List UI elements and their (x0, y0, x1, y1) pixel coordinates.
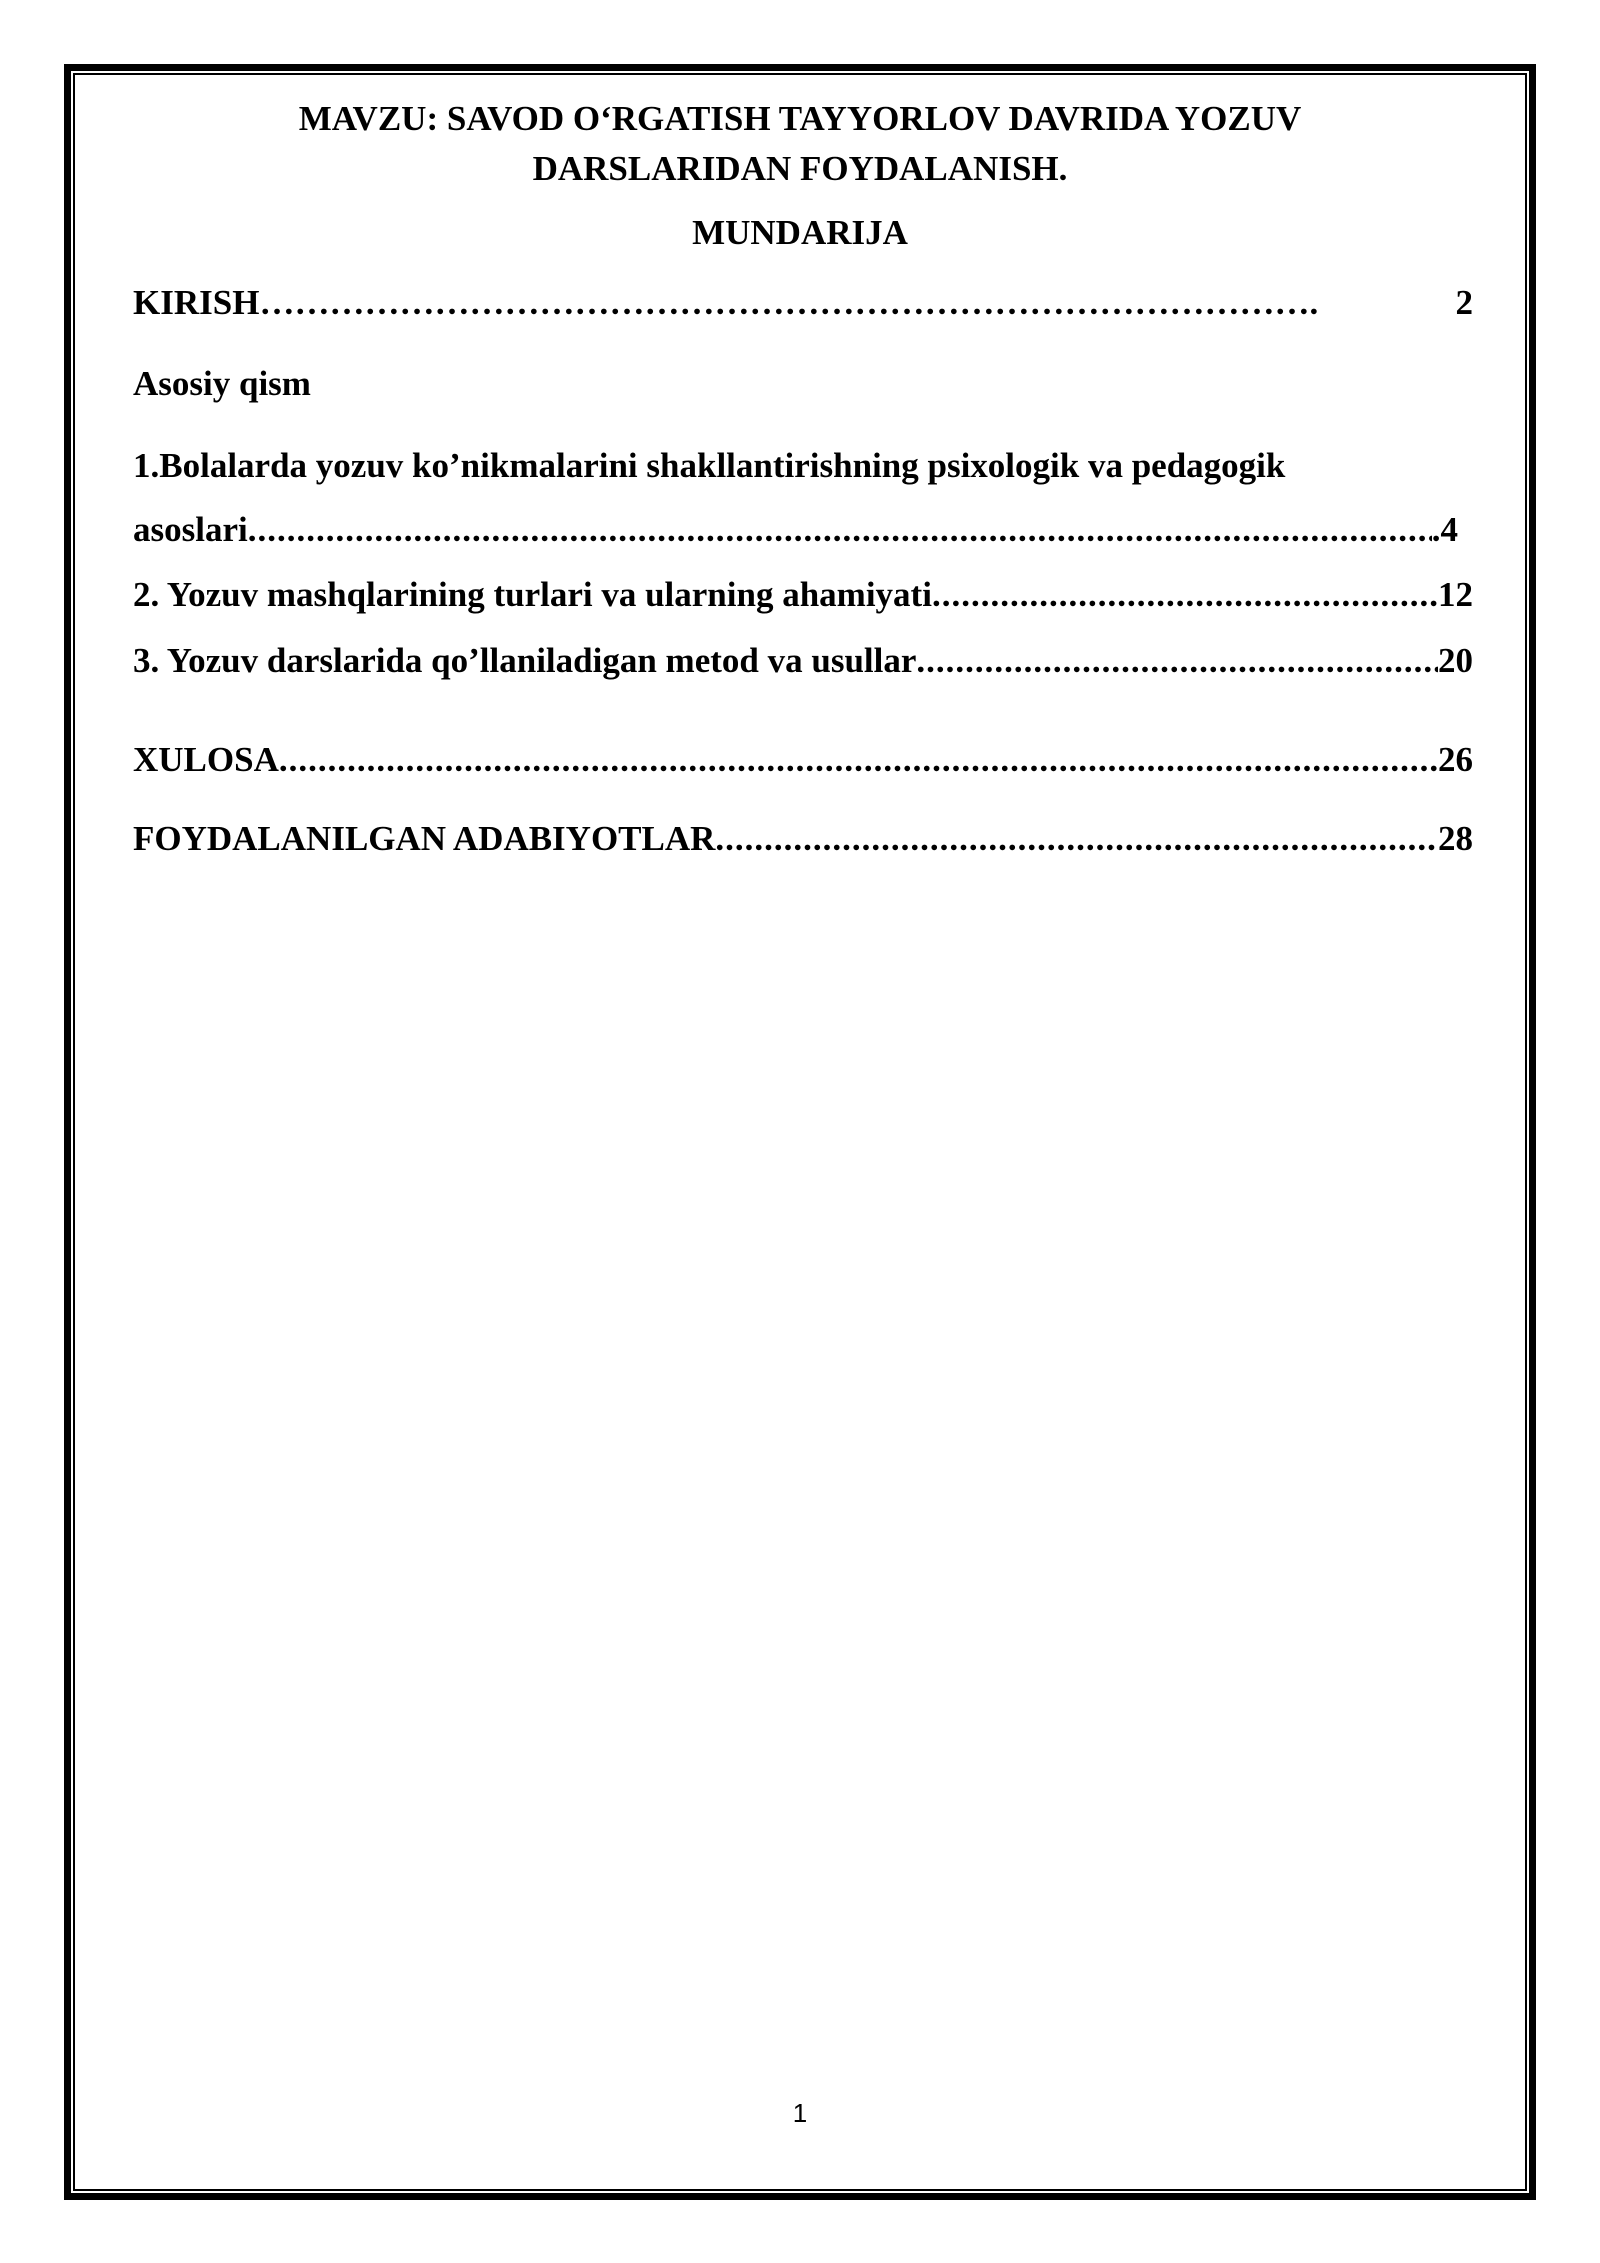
page-number: 1 (792, 2098, 808, 2128)
toc-page-item3: 20 (1438, 641, 1473, 680)
toc-leader-kirish: ………………………………………………………………………………. (259, 283, 1319, 322)
toc-entry-item1[interactable] (133, 505, 1458, 555)
toc-label-kirish: KIRISH (133, 283, 260, 322)
toc-page-xulosa: 26 (1438, 740, 1473, 779)
toc-page-adabiyotlar: 28 (1438, 819, 1473, 858)
toc-entry-adabiyotlar[interactable] (133, 814, 1473, 864)
toc-page-kirish: 2 (1455, 283, 1473, 322)
toc-label-item2: 2. Yozuv mashqlarining turlari va ularning ahamiyati (133, 575, 932, 614)
toc-heading: MUNDARIJA (692, 213, 908, 252)
toc-item1-line2: asoslari (133, 510, 248, 549)
toc-item1-line1[interactable]: 1.Bolalarda yozuv ko’nikmalarini shakllantirishning psixologik va pedagogik (133, 446, 1286, 485)
document-title (133, 94, 1467, 194)
toc-leader-item3 (916, 636, 1438, 686)
toc-leader-adabiyotlar (715, 814, 1438, 864)
title-line-1: MAVZU: SAVOD O‘RGATISH TAYYORLOV DAVRIDA YOZUV (298, 99, 1302, 138)
toc-label-adabiyotlar: FOYDALANILGAN ADABIYOTLAR (133, 819, 716, 858)
toc-leader-xulosa (279, 735, 1438, 785)
toc-leader-item2 (932, 570, 1438, 620)
toc-entry-kirish[interactable] (133, 278, 1473, 328)
toc-entry-item2[interactable] (133, 570, 1473, 620)
toc-leader-item1 (248, 505, 1432, 555)
toc-page-item2: 12 (1438, 575, 1473, 614)
title-line-2: DARSLARIDAN FOYDALANISH. (532, 149, 1068, 188)
toc-label-xulosa: XULOSA (133, 740, 279, 779)
toc-entry-xulosa[interactable] (133, 735, 1473, 785)
toc-entry-item3[interactable] (133, 636, 1473, 686)
toc-section-asosiy: Asosiy qism (133, 364, 311, 403)
toc-label-item3: 3. Yozuv darslarida qo’llaniladigan metod va usullar (133, 641, 917, 680)
toc-page-item1: .4 (1431, 510, 1458, 549)
